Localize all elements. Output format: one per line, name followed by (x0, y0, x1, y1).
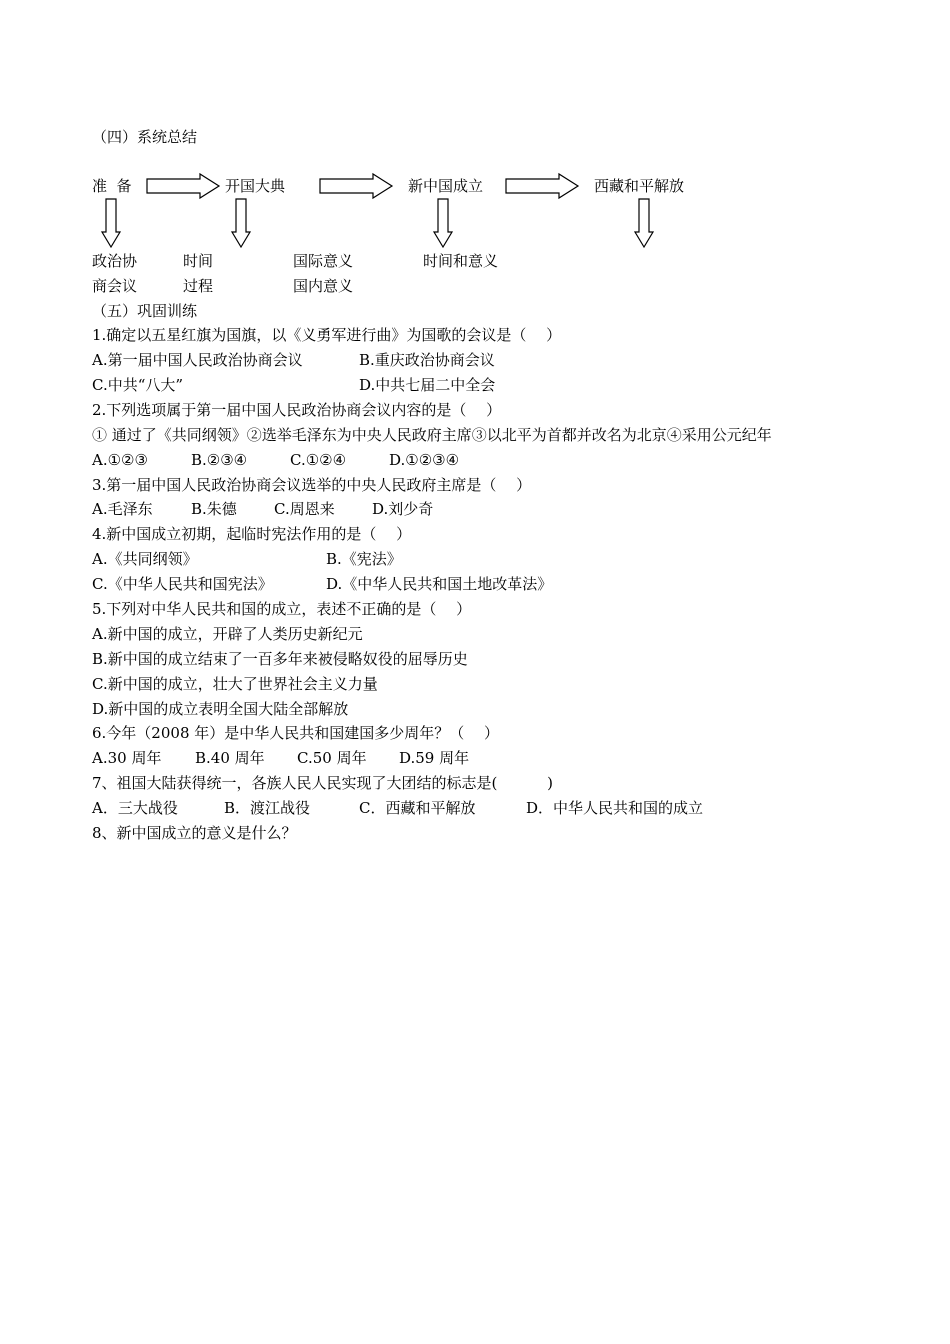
question-3-option-c: C.周恩来 (274, 500, 335, 518)
sub-label-cppcc-1: 政治协 (92, 252, 138, 270)
question-1-stem: 1.确定以五星红旗为国旗，以《义勇军进行曲》为国歌的会议是（ ） (92, 326, 562, 344)
question-5-option-c: C.新中国的成立，壮大了世界社会主义力量 (92, 675, 378, 693)
sub-label-process: 过程 (183, 277, 214, 295)
sub-label-time: 时间 (183, 252, 214, 270)
down-arrow-3 (433, 198, 453, 248)
question-3-stem: 3.第一届中国人民政治协商会议选举的中央人民政府主席是（ ） (92, 476, 532, 494)
sub-label-intl-significance: 国际意义 (293, 252, 354, 270)
question-1-option-b: B.重庆政治协商会议 (359, 351, 495, 369)
question-3-option-a: A.毛泽东 (92, 500, 153, 518)
question-2-option-c: C.①②④ (290, 451, 347, 469)
flow-node-founding-ceremony: 开国大典 (225, 177, 286, 195)
right-arrow-3 (505, 173, 579, 199)
question-7-option-b: B．渡江战役 (224, 799, 311, 817)
question-5-option-d: D.新中国的成立表明全国大陆全部解放 (92, 700, 349, 718)
question-5-option-a: A.新中国的成立，开辟了人类历史新纪元 (92, 625, 363, 643)
question-5-option-b: B.新中国的成立结束了一百多年来被侵略奴役的屈辱历史 (92, 650, 468, 668)
down-arrow-2 (231, 198, 251, 248)
question-7-option-a: A．三大战役 (92, 799, 178, 817)
question-8-stem: 8、新中国成立的意义是什么？ (92, 824, 297, 842)
question-1-option-a: A.第一届中国人民政治协商会议 (92, 351, 303, 369)
right-arrow-1 (146, 173, 220, 199)
question-5-stem: 5.下列对中华人民共和国的成立，表述不正确的是（ ） (92, 600, 472, 618)
sub-label-domestic-significance: 国内意义 (293, 277, 354, 295)
question-6-option-a: A.30 周年 (92, 749, 162, 767)
flow-node-new-china: 新中国成立 (408, 177, 484, 195)
right-arrow-2 (319, 173, 393, 199)
question-4-option-a: A.《共同纲领》 (92, 550, 198, 568)
question-7-option-c: C．西藏和平解放 (359, 799, 476, 817)
question-4-option-d: D.《中华人民共和国土地改革法》 (326, 575, 553, 593)
question-1-option-c: C.中共“八大” (92, 376, 184, 394)
section-heading-4: （四）系统总结 (92, 128, 198, 146)
question-1-option-d: D.中共七届二中全会 (359, 376, 496, 394)
question-6-option-b: B.40 周年 (195, 749, 265, 767)
question-6-option-c: C.50 周年 (297, 749, 367, 767)
question-2-statements: ① 通过了《共同纲领》②选举毛泽东为中央人民政府主席③以北平为首都并改名为北京④采用公元纪年 (92, 426, 772, 444)
flow-node-prepare: 准 备 (92, 177, 132, 195)
question-2-stem: 2.下列选项属于第一届中国人民政治协商会议内容的是（ ） (92, 401, 502, 419)
question-2-option-b: B.②③④ (191, 451, 248, 469)
question-2-option-a: A.①②③ (92, 451, 148, 469)
question-3-option-b: B.朱德 (191, 500, 237, 518)
question-7-option-d: D．中华人民共和国的成立 (526, 799, 704, 817)
question-4-stem: 4.新中国成立初期，起临时宪法作用的是（ ） (92, 525, 412, 543)
question-2-option-d: D.①②③④ (389, 451, 460, 469)
flow-node-tibet: 西藏和平解放 (594, 177, 685, 195)
question-4-option-b: B.《宪法》 (326, 550, 402, 568)
question-6-stem: 6.今年（2008 年）是中华人民共和国建国多少周年？（ ） (92, 724, 500, 742)
question-4-option-c: C.《中华人民共和国宪法》 (92, 575, 273, 593)
question-3-option-d: D.刘少奇 (372, 500, 434, 518)
question-7-stem: 7、祖国大陆获得统一，各族人民人民实现了大团结的标志是( ) (92, 774, 554, 792)
down-arrow-4 (634, 198, 654, 248)
section-heading-5: （五）巩固训练 (92, 302, 198, 320)
down-arrow-1 (101, 198, 121, 248)
question-6-option-d: D.59 周年 (399, 749, 470, 767)
sub-label-cppcc-2: 商会议 (92, 277, 138, 295)
sub-label-time-significance: 时间和意义 (423, 252, 499, 270)
